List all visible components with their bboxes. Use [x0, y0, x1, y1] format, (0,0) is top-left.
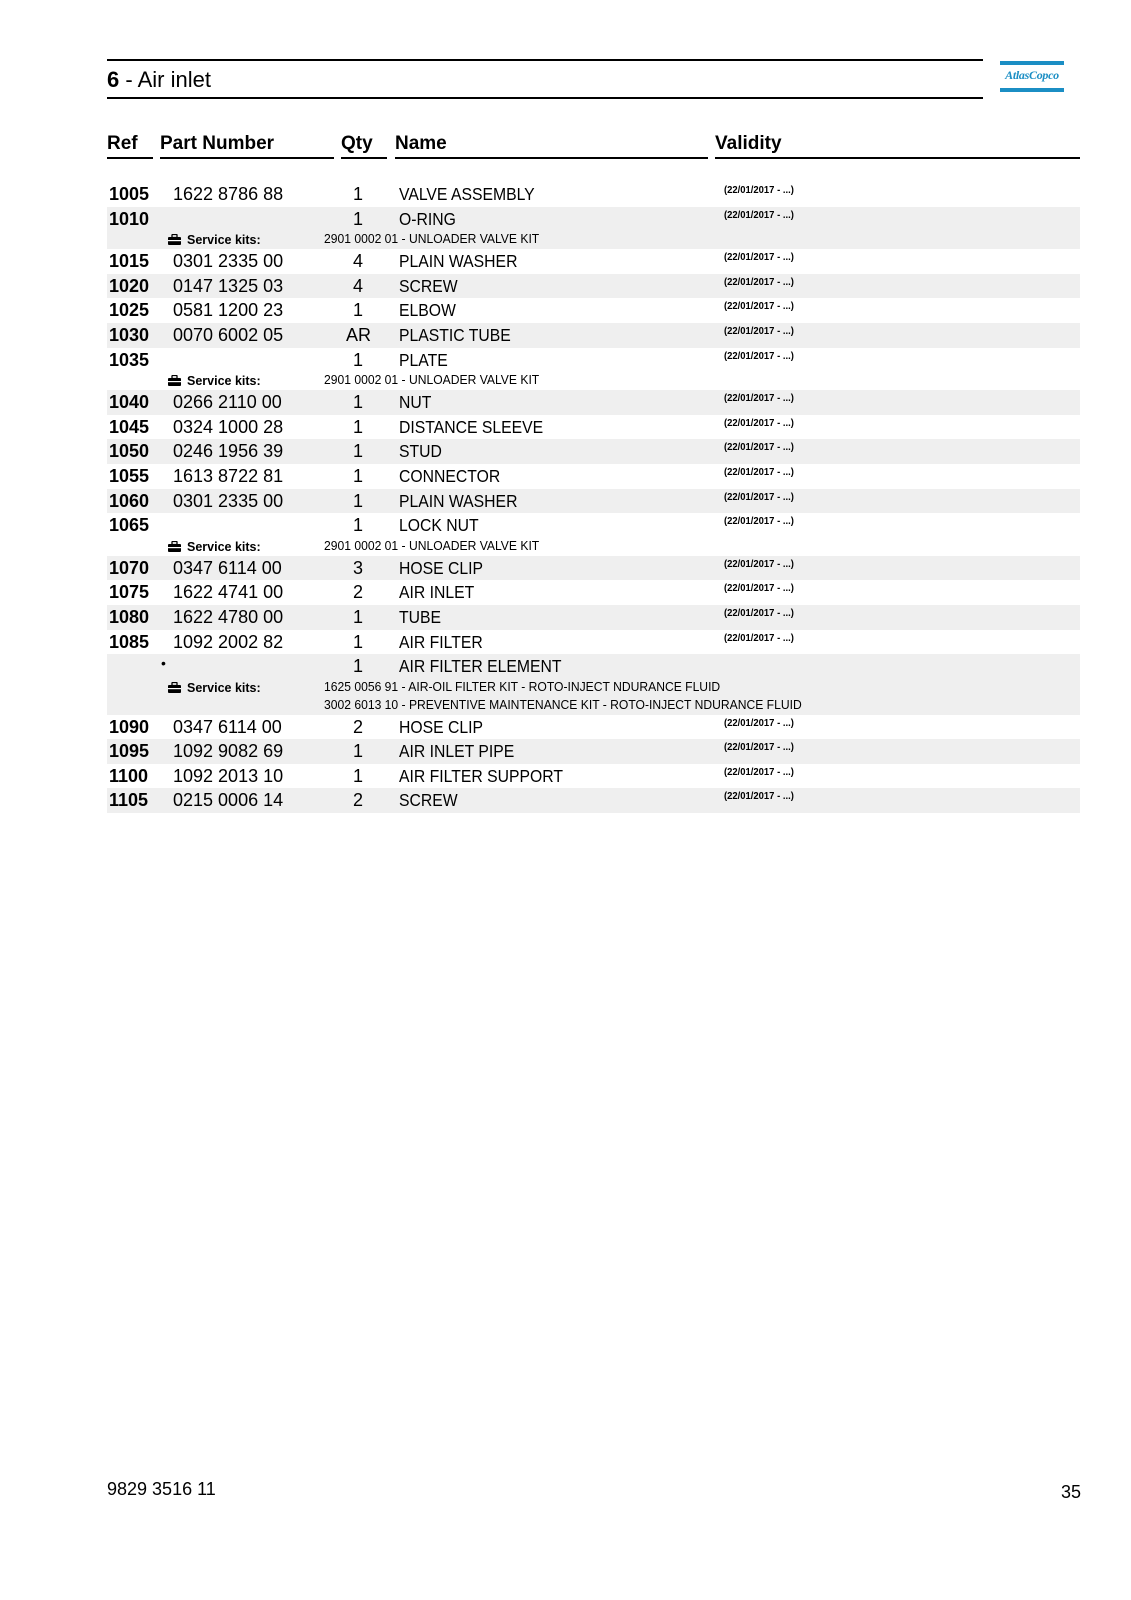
ref-cell: 1050	[109, 441, 150, 462]
part-number-cell: 0301 2335 00	[173, 251, 284, 272]
table-row-main	[107, 298, 1080, 323]
table-row-main	[107, 348, 1080, 373]
service-kits-text: Service kits:	[187, 539, 261, 554]
qty-cell: 1	[352, 349, 363, 370]
table-row-main	[107, 715, 1080, 740]
ref-cell: 1015	[109, 251, 150, 272]
name-cell: NUT	[399, 392, 432, 413]
qty-cell: 1	[352, 490, 363, 511]
service-kits-text: Service kits:	[187, 374, 261, 389]
qty-cell: 1	[352, 656, 363, 677]
ref-cell: 1090	[109, 716, 150, 737]
section-number: 6	[107, 67, 120, 92]
table-row	[107, 580, 1080, 605]
service-kits-label	[168, 374, 261, 388]
part-number-cell: 0581 1200 23	[173, 300, 284, 321]
name-cell: VALVE ASSEMBLY	[399, 184, 535, 204]
logo-top-bar	[1000, 61, 1064, 65]
atlas-copco-logo	[1000, 61, 1064, 95]
table-row	[107, 764, 1080, 789]
table-row	[107, 654, 1080, 715]
table-row-main	[107, 464, 1080, 489]
header-underline	[341, 157, 387, 159]
service-kits-text: Service kits:	[187, 233, 261, 248]
table-row-main	[107, 390, 1080, 415]
validity-cell: (22/01/2017 - ...)	[724, 631, 794, 644]
validity-cell: (22/01/2017 - ...)	[724, 441, 794, 454]
validity-cell: (22/01/2017 - ...)	[724, 208, 794, 221]
name-cell: LOCK NUT	[399, 515, 479, 536]
name-cell: DISTANCE SLEEVE	[399, 416, 544, 437]
header-underline	[395, 157, 708, 159]
name-cell: SCREW	[399, 275, 458, 296]
name-cell: HOSE CLIP	[399, 716, 484, 737]
ref-cell: 1095	[109, 741, 150, 762]
part-number-cell: 1092 2013 10	[173, 765, 284, 786]
table-row	[107, 439, 1080, 464]
part-number-cell: 0324 1000 28	[173, 416, 284, 437]
table-row	[107, 390, 1080, 415]
name-cell: AIR FILTER ELEMENT	[399, 656, 562, 677]
bullet-marker: •	[161, 655, 166, 672]
service-kit-line	[107, 372, 1080, 390]
section-title-bar	[107, 59, 983, 99]
column-header-part-number: Part Number	[160, 133, 275, 154]
validity-cell: (22/01/2017 - ...)	[724, 765, 794, 778]
validity-cell: (22/01/2017 - ...)	[724, 716, 794, 729]
table-row	[107, 323, 1080, 348]
table-row-main	[107, 182, 1080, 207]
qty-cell: 1	[352, 416, 363, 437]
ref-cell: 1045	[109, 416, 150, 437]
name-cell: ELBOW	[399, 300, 456, 321]
qty-cell: 2	[352, 790, 363, 811]
ref-cell: 1070	[109, 557, 150, 578]
toolbox-icon	[168, 541, 181, 552]
part-number-cell: 0347 6114 00	[173, 716, 282, 737]
name-cell: TUBE	[399, 606, 442, 627]
validity-cell: (22/01/2017 - ...)	[724, 790, 794, 803]
table-row-main	[107, 580, 1080, 605]
qty-cell: 1	[352, 392, 363, 413]
ref-cell: 1085	[109, 631, 150, 652]
table-row	[107, 207, 1080, 250]
qty-cell: 1	[352, 208, 363, 229]
ref-cell: 1025	[109, 300, 150, 321]
table-row	[107, 605, 1080, 630]
name-cell: STUD	[399, 441, 442, 462]
name-cell: HOSE CLIP	[399, 557, 484, 578]
table-row	[107, 513, 1080, 556]
ref-cell: 1105	[109, 790, 149, 811]
part-number-cell: 0215 0006 14	[173, 790, 284, 811]
name-cell: O-RING	[399, 208, 456, 229]
qty-cell: 1	[352, 441, 363, 462]
validity-cell: (22/01/2017 - ...)	[724, 741, 794, 754]
parts-table	[107, 182, 1080, 813]
table-row-main	[107, 439, 1080, 464]
part-number-cell: 0070 6002 05	[173, 324, 284, 345]
document-number: 9829 3516 11	[107, 1479, 216, 1499]
table-row	[107, 630, 1080, 655]
column-header-name: Name	[395, 133, 447, 154]
qty-cell: 2	[352, 582, 363, 603]
service-kits-label	[168, 540, 261, 554]
part-number-cell: 0246 1956 39	[173, 441, 284, 462]
name-cell: CONNECTOR	[399, 465, 501, 486]
name-cell: PLATE	[399, 349, 448, 370]
validity-cell: (22/01/2017 - ...)	[724, 515, 794, 528]
table-row	[107, 249, 1080, 274]
column-header-qty: Qty	[341, 133, 373, 154]
qty-cell: 1	[352, 300, 363, 321]
service-kits-label	[168, 681, 261, 695]
qty-cell: 3	[352, 557, 363, 578]
table-row-main	[107, 207, 1080, 232]
table-row-main	[107, 630, 1080, 655]
service-kit-item: 2901 0002 01 - UNLOADER VALVE KIT	[324, 232, 540, 247]
section-title: - Air inlet	[119, 67, 211, 92]
ref-cell: 1060	[109, 490, 150, 511]
toolbox-icon	[168, 375, 181, 386]
part-number-cell: 1092 2002 82	[173, 631, 284, 652]
validity-cell: (22/01/2017 - ...)	[724, 349, 794, 362]
qty-cell: 1	[352, 741, 363, 762]
validity-cell: (22/01/2017 - ...)	[724, 490, 794, 503]
ref-cell: 1040	[109, 392, 150, 413]
qty-cell: 1	[352, 631, 363, 652]
table-row-main	[107, 556, 1080, 581]
qty-cell: AR	[346, 324, 372, 345]
table-row	[107, 415, 1080, 440]
table-row	[107, 739, 1080, 764]
ref-cell: 1005	[109, 184, 150, 204]
validity-cell: (22/01/2017 - ...)	[724, 392, 794, 405]
name-cell: AIR INLET	[399, 582, 475, 603]
part-number-cell: 1613 8722 81	[173, 465, 284, 486]
validity-cell: (22/01/2017 - ...)	[724, 606, 794, 619]
part-number-cell: 1622 4741 00	[173, 582, 284, 603]
service-kit-item: 2901 0002 01 - UNLOADER VALVE KIT	[324, 373, 540, 388]
service-kit-line	[107, 697, 1080, 715]
part-number-cell: 0147 1325 03	[173, 275, 284, 296]
table-row-main	[107, 249, 1080, 274]
name-cell: SCREW	[399, 790, 458, 811]
table-row-main	[107, 654, 1080, 679]
table-row	[107, 274, 1080, 299]
table-row-main	[107, 274, 1080, 299]
service-kit-item: 2901 0002 01 - UNLOADER VALVE KIT	[324, 538, 540, 553]
part-number-cell: 0301 2335 00	[173, 490, 284, 511]
logo-bottom-bar	[1000, 88, 1064, 92]
column-header-validity: Validity	[715, 133, 782, 154]
qty-cell: 1	[352, 465, 363, 486]
qty-cell: 2	[352, 716, 363, 737]
ref-cell: 1010	[109, 208, 150, 229]
service-kits-text: Service kits:	[187, 680, 261, 695]
ref-cell: 1055	[109, 465, 150, 486]
page-title	[107, 67, 211, 93]
table-row	[107, 715, 1080, 740]
service-kits-label	[168, 233, 261, 247]
ref-cell: 1035	[109, 349, 150, 370]
column-header-ref: Ref	[107, 133, 138, 154]
table-row-main	[107, 764, 1080, 789]
name-cell: AIR INLET PIPE	[399, 741, 515, 762]
ref-cell: 1075	[109, 582, 150, 603]
header-underline	[715, 157, 1080, 159]
header-underline	[107, 157, 153, 159]
part-number-cell: 0266 2110 00	[173, 392, 282, 413]
qty-cell: 1	[352, 184, 363, 204]
validity-cell: (22/01/2017 - ...)	[724, 465, 794, 478]
validity-cell: (22/01/2017 - ...)	[724, 416, 794, 429]
part-number-cell: 0347 6114 00	[173, 557, 282, 578]
toolbox-icon	[168, 234, 181, 245]
table-row-main	[107, 605, 1080, 630]
ref-cell: 1100	[109, 765, 149, 786]
ref-cell: 1065	[109, 515, 150, 536]
name-cell: PLAIN WASHER	[399, 490, 518, 511]
qty-cell: 4	[352, 275, 363, 296]
table-row-main	[107, 513, 1080, 538]
ref-cell: 1020	[109, 275, 150, 296]
table-row-main	[107, 415, 1080, 440]
service-kit-item: 1625 0056 91 - AIR-OIL FILTER KIT - ROTO-INJECT NDURANCE FLUID	[324, 679, 721, 694]
validity-cell: (22/01/2017 - ...)	[724, 557, 794, 570]
table-row-main	[107, 739, 1080, 764]
ref-cell: 1030	[109, 324, 150, 345]
table-row	[107, 182, 1080, 207]
table-row	[107, 348, 1080, 391]
part-number-cell: 1092 9082 69	[173, 741, 284, 762]
validity-cell: (22/01/2017 - ...)	[724, 275, 794, 288]
validity-cell: (22/01/2017 - ...)	[724, 251, 794, 264]
name-cell: AIR FILTER	[399, 631, 483, 652]
name-cell: AIR FILTER SUPPORT	[399, 765, 563, 786]
service-kit-line	[107, 538, 1080, 556]
validity-cell: (22/01/2017 - ...)	[724, 184, 794, 196]
logo-text: AtlasCopco	[1005, 68, 1059, 82]
service-kit-line	[107, 679, 1080, 697]
table-row	[107, 556, 1080, 581]
service-kit-item: 3002 6013 10 - PREVENTIVE MAINTENANCE KIT - ROTO-INJECT NDURANCE FLUID	[324, 697, 802, 712]
table-row	[107, 298, 1080, 323]
table-row-main	[107, 489, 1080, 514]
name-cell: PLASTIC TUBE	[399, 324, 511, 345]
validity-cell: (22/01/2017 - ...)	[724, 324, 794, 337]
table-row-main	[107, 323, 1080, 348]
toolbox-icon	[168, 682, 181, 693]
table-row	[107, 464, 1080, 489]
validity-cell: (22/01/2017 - ...)	[724, 300, 794, 313]
table-row	[107, 788, 1080, 813]
qty-cell: 4	[352, 251, 363, 272]
table-row	[107, 489, 1080, 514]
ref-cell: 1080	[109, 606, 150, 627]
name-cell: PLAIN WASHER	[399, 251, 518, 272]
service-kit-line	[107, 231, 1080, 249]
header-underline	[160, 157, 334, 159]
part-number-cell: 1622 8786 88	[173, 184, 284, 204]
qty-cell: 1	[352, 606, 363, 627]
validity-cell: (22/01/2017 - ...)	[724, 582, 794, 595]
part-number-cell: 1622 4780 00	[173, 606, 284, 627]
qty-cell: 1	[352, 515, 363, 536]
page-number: 35	[1060, 1482, 1081, 1502]
qty-cell: 1	[352, 765, 363, 786]
table-row-main	[107, 788, 1080, 813]
